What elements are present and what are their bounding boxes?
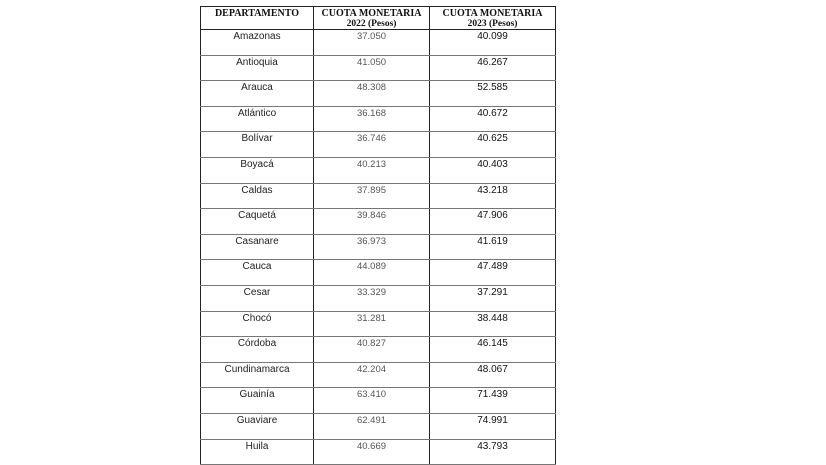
table-body: [201, 30, 556, 465]
cell-departamento: Arauca: [201, 81, 314, 107]
cell-departamento: Boyacá: [201, 157, 314, 183]
cell-departamento: Antioquia: [201, 55, 314, 81]
cell-cuota-2023: 74.991: [430, 413, 556, 439]
cuota-monetaria-table: [200, 6, 556, 465]
cell-departamento: Cundinamarca: [201, 362, 314, 388]
table-row: [201, 106, 556, 132]
header-cuota-2022: [314, 7, 430, 30]
cell-cuota-2023: 46.267: [430, 55, 556, 81]
header-cuota-2022-title: CUOTA MONETARIA: [321, 8, 422, 19]
cell-cuota-2022: 63.410: [314, 388, 430, 414]
cell-departamento: Cesar: [201, 285, 314, 311]
cell-departamento: Bolívar: [201, 132, 314, 158]
table-row: [201, 209, 556, 235]
cell-cuota-2023: 47.489: [430, 260, 556, 286]
table-row: [201, 234, 556, 260]
cell-cuota-2022: 36.746: [314, 132, 430, 158]
cell-cuota-2022: 31.281: [314, 311, 430, 337]
cell-departamento: Córdoba: [201, 337, 314, 363]
cell-cuota-2022: 40.827: [314, 337, 430, 363]
cell-departamento: Casanare: [201, 234, 314, 260]
cell-departamento: Atlántico: [201, 106, 314, 132]
cell-departamento: Cauca: [201, 260, 314, 286]
header-cuota-2022-subtitle: 2022 (Pesos): [346, 19, 397, 29]
cell-cuota-2022: 39.846: [314, 209, 430, 235]
header-cuota-2023-subtitle: 2023 (Pesos): [467, 19, 518, 29]
header-departamento-label: DEPARTAMENTO: [214, 8, 300, 19]
cell-cuota-2022: 40.669: [314, 439, 430, 465]
cell-cuota-2023: 40.672: [430, 106, 556, 132]
cell-cuota-2023: 41.619: [430, 234, 556, 260]
table-header: [201, 7, 556, 30]
cell-cuota-2023: 37.291: [430, 285, 556, 311]
table-row: [201, 30, 556, 56]
cell-departamento: Amazonas: [201, 30, 314, 56]
cell-cuota-2022: 36.168: [314, 106, 430, 132]
table-row: [201, 362, 556, 388]
cell-cuota-2022: 62.491: [314, 413, 430, 439]
table-row: [201, 260, 556, 286]
cell-cuota-2022: 37.895: [314, 183, 430, 209]
header-row: [201, 7, 556, 30]
table-row: [201, 157, 556, 183]
cell-departamento: Guaviare: [201, 413, 314, 439]
cell-cuota-2022: 42.204: [314, 362, 430, 388]
cell-cuota-2023: 40.403: [430, 157, 556, 183]
cell-departamento: Chocó: [201, 311, 314, 337]
cell-departamento: Caldas: [201, 183, 314, 209]
cell-departamento: Guainía: [201, 388, 314, 414]
cell-cuota-2022: 41.050: [314, 55, 430, 81]
cell-cuota-2022: 36.973: [314, 234, 430, 260]
cuota-monetaria-table-container: [200, 6, 555, 465]
cell-cuota-2023: 52.585: [430, 81, 556, 107]
table-row: [201, 285, 556, 311]
table-row: [201, 311, 556, 337]
cell-cuota-2023: 43.218: [430, 183, 556, 209]
cell-cuota-2023: 38.448: [430, 311, 556, 337]
table-row: [201, 132, 556, 158]
cell-cuota-2023: 46.145: [430, 337, 556, 363]
table-row: [201, 388, 556, 414]
cell-cuota-2023: 47.906: [430, 209, 556, 235]
cell-cuota-2023: 71.439: [430, 388, 556, 414]
table-row: [201, 81, 556, 107]
cell-cuota-2022: 40.213: [314, 157, 430, 183]
cell-cuota-2022: 37.050: [314, 30, 430, 56]
table-row: [201, 55, 556, 81]
cell-cuota-2023: 40.625: [430, 132, 556, 158]
cell-cuota-2022: 44.089: [314, 260, 430, 286]
cell-cuota-2023: 48.067: [430, 362, 556, 388]
header-cuota-2023: [430, 7, 556, 30]
header-departamento: [201, 7, 314, 30]
cell-departamento: Caquetá: [201, 209, 314, 235]
cell-cuota-2022: 48.308: [314, 81, 430, 107]
table-row: [201, 183, 556, 209]
header-cuota-2023-title: CUOTA MONETARIA: [442, 8, 543, 19]
cell-cuota-2023: 40.099: [430, 30, 556, 56]
table-row: [201, 439, 556, 465]
table-row: [201, 337, 556, 363]
table-row: [201, 413, 556, 439]
cell-cuota-2022: 33.329: [314, 285, 430, 311]
cell-cuota-2023: 43.793: [430, 439, 556, 465]
cell-departamento: Huila: [201, 439, 314, 465]
